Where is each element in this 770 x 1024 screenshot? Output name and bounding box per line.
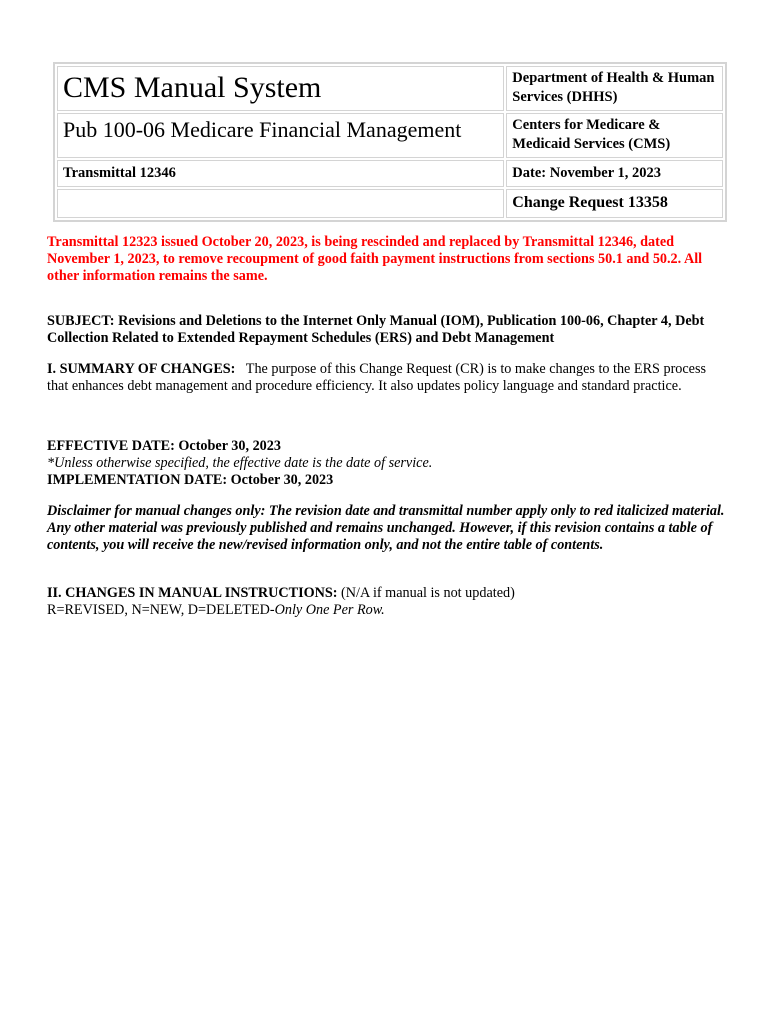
- effective-date-note: *Unless otherwise specified, the effective date is the date of service.: [47, 455, 433, 471]
- system-title: CMS Manual System: [57, 66, 504, 111]
- manual-changes-section: [47, 585, 727, 619]
- header-table: [53, 62, 727, 222]
- manual-changes-legend-line: [47, 602, 727, 619]
- header-row: [57, 189, 723, 218]
- header-row: [57, 113, 723, 158]
- transmittal-date: Date: November 1, 2023: [506, 160, 723, 187]
- manual-changes-legend-italic: Only One Per Row.: [274, 602, 385, 618]
- summary-spacer: [239, 361, 243, 377]
- summary-section: [47, 361, 727, 395]
- department-name: Department of Health & Human Services (DHHS): [506, 66, 723, 111]
- publication-title: Pub 100-06 Medicare Financial Management: [57, 113, 504, 158]
- manual-changes-heading-line: [47, 585, 727, 602]
- change-request-number: Change Request 13358: [506, 189, 723, 218]
- disclaimer-text: Disclaimer for manual changes only: The revision date and transmittal number apply only to red italicized material. Any other material was previously published and remains unchanged. However, if this revision contains a table of contents, you will receive the new/revised information only, and not the entire table of contents.: [47, 503, 725, 553]
- summary-heading: I. SUMMARY OF CHANGES:: [47, 361, 236, 377]
- rescission-notice: Transmittal 12323 issued October 20, 2023, is being rescinded and replaced by Transmittal 12346, dated November 1, 2023, to remove recoupment of good faith payment instructions from sections 50.1 and 50.2. All other information remains the same.: [47, 234, 703, 284]
- implementation-date: IMPLEMENTATION DATE: October 30, 2023: [47, 472, 334, 488]
- agency-name: Centers for Medicare & Medicaid Services (CMS): [506, 113, 723, 158]
- header-row: [57, 160, 723, 187]
- manual-changes-legend: R=REVISED, N=NEW, D=DELETED-: [47, 602, 275, 618]
- effective-date: EFFECTIVE DATE: October 30, 2023: [47, 438, 281, 454]
- manual-changes-note: (N/A if manual is not updated): [341, 585, 515, 601]
- manual-changes-heading: II. CHANGES IN MANUAL INSTRUCTIONS:: [47, 585, 338, 601]
- summary-text: The purpose of this Change Request (CR) is to make changes to the ERS process that enhances debt management and procedure efficiency. It also updates policy language and standard practice.: [47, 361, 707, 394]
- empty-cell: [57, 189, 504, 218]
- transmittal-number: Transmittal 12346: [57, 160, 504, 187]
- header-row: [57, 66, 723, 111]
- dates-section: [47, 438, 727, 489]
- subject-line: SUBJECT: Revisions and Deletions to the Internet Only Manual (IOM), Publication 100-06, Chapter 4, Debt Collection Related to Extended Repayment Schedules (ERS) and Debt Management: [47, 313, 705, 346]
